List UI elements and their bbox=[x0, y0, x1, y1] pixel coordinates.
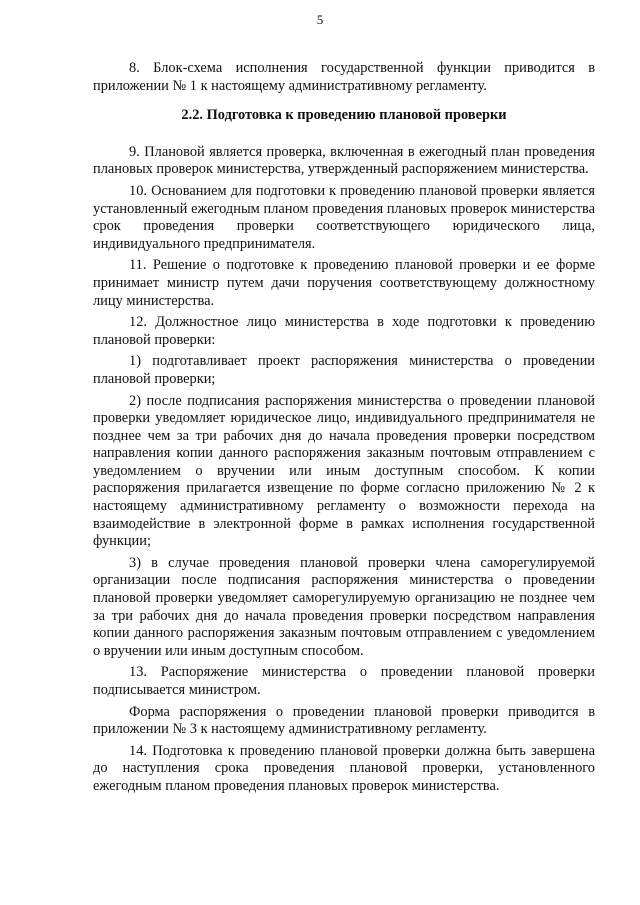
paragraph-8: 8. Блок-схема исполнения государственной функции приводится в приложении № 1 к настоящему административному регламенту. bbox=[93, 60, 595, 94]
section-heading: 2.2. Подготовка к проведению плановой проверки bbox=[181, 107, 507, 124]
paragraph-13: 13. Распоряжение министерства о проведении плановой проверки подписывается министром. bbox=[93, 664, 595, 698]
paragraph-14: 14. Подготовка к проведению плановой проверки должна быть завершена до наступления срока проведения плановой проверки, установленного ежегодным планом проведения плановых проверок министерства. bbox=[93, 742, 595, 794]
paragraph-10: 10. Основанием для подготовки к проведению плановой проверки является установленный ежегодным планом проведения плановых проверок министерства срок проведения проверки соответствующего юридического лица, индивидуального предпринимателя. bbox=[93, 182, 595, 252]
paragraph-9: 9. Плановой является проверка, включенная в ежегодный план проведения плановых проверок министерства, утвержденный распоряжением министерства. bbox=[93, 143, 595, 178]
page-number: 5 bbox=[316, 12, 324, 27]
paragraph-13-form: Форма распоряжения о проведении плановой проверки приводится в приложении № 3 к настоящему административному регламенту. bbox=[93, 703, 595, 738]
paragraph-12-item-1: 1) подготавливает проект распоряжения министерства о проведении плановой проверки; bbox=[93, 353, 595, 387]
paragraph-11: 11. Решение о подготовке к проведению плановой проверки и ее форме принимает министр путем дачи поручения соответствующему должностному лицу министерства. bbox=[93, 257, 595, 309]
paragraph-12-item-3: 3) в случае проведения плановой проверки члена саморегулируемой организации после подписания распоряжения министерства о проведении плановой проверки уведомляет саморегулируемую организацию не позднее чем за три рабочих дня до начала проведения проверки посредством направления копии данного распоряжения заказным почтовым отправлением с уведомлением о вручении или иным доступным способом. bbox=[93, 554, 595, 659]
paragraph-12-item-2: 2) после подписания распоряжения министерства о проведении плановой проверки уведомляет юридическое лицо, индивидуального предпринимателя не позднее чем за три рабочих дня до начала проведения проверки посредством направления копии данного распоряжения заказным почтовым отправлением с уведомлением о вручении или иным доступным способом. К копии распоряжения прилагается извещение по форме согласно приложению № 2 к настоящему административному регламенту о возможности перехода на взаимодействие в электронной форме в рамках исполнения государственной функции; bbox=[93, 392, 595, 550]
paragraph-12: 12. Должностное лицо министерства в ходе подготовки к проведению плановой проверки: bbox=[93, 314, 595, 348]
document-body bbox=[93, 60, 595, 800]
